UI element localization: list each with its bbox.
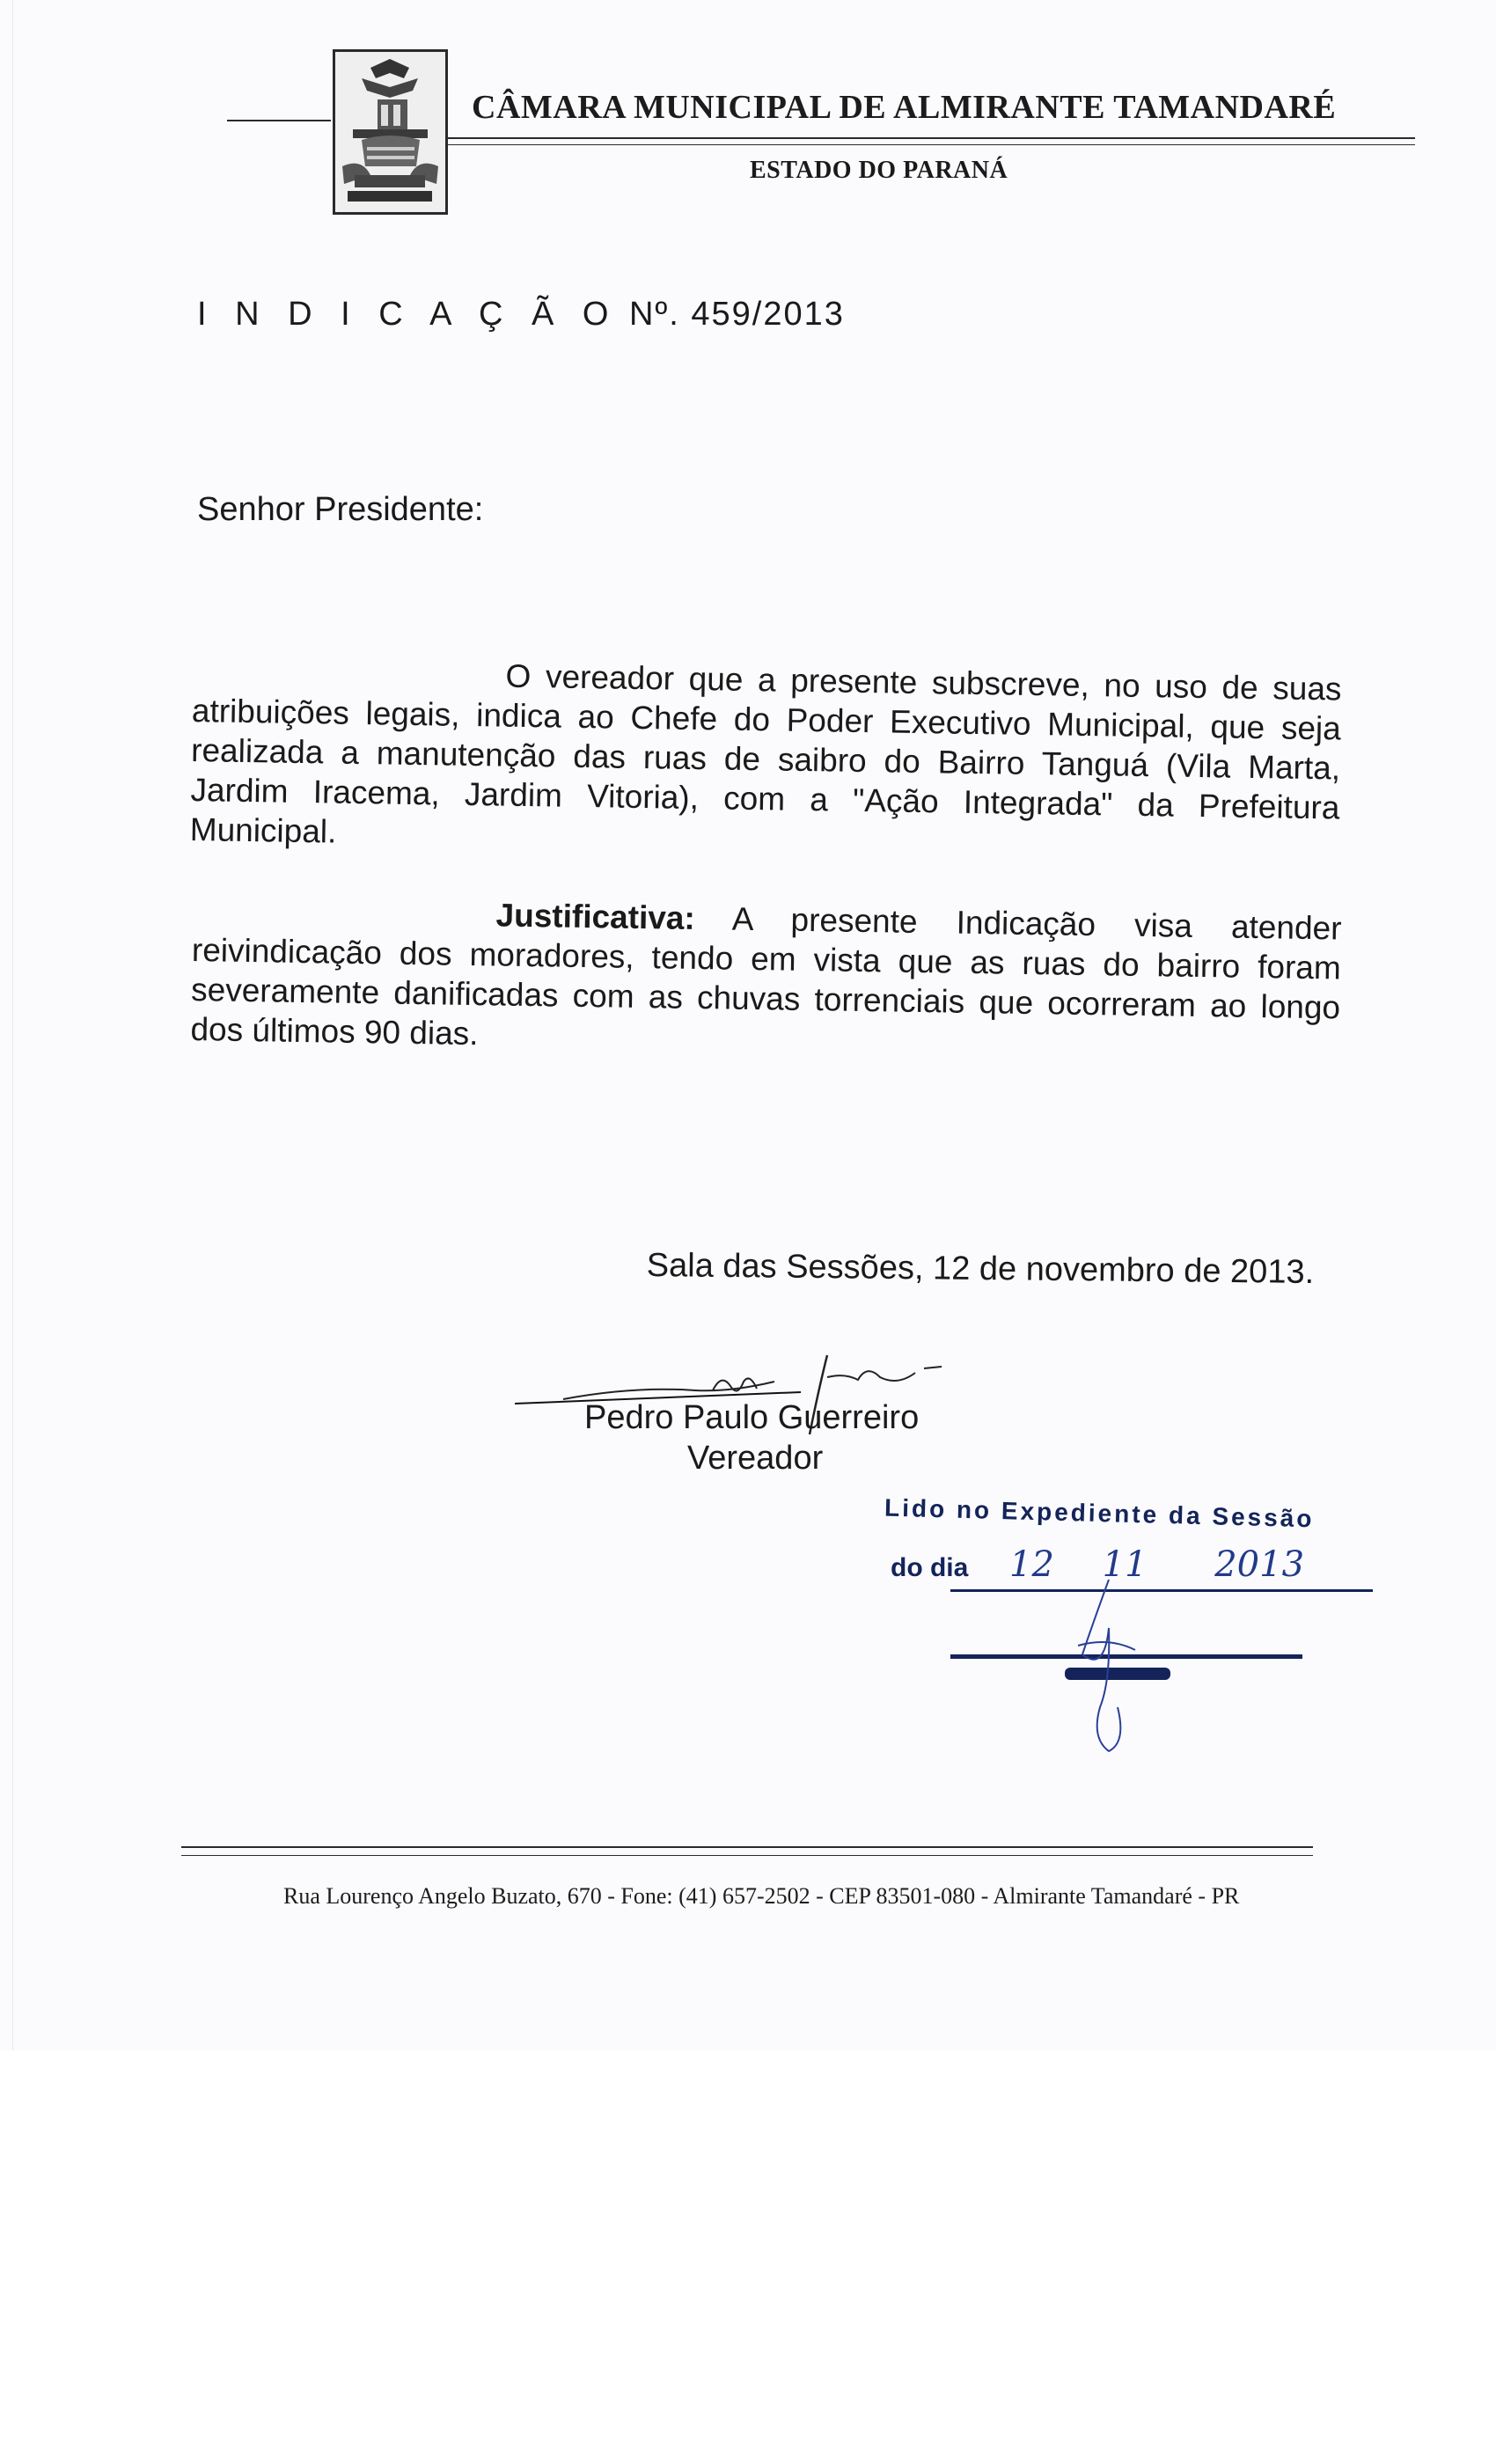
stamp-year: 2013 (1214, 1544, 1305, 1585)
page-edge (12, 0, 13, 2050)
stamp-month: 11 (1102, 1544, 1148, 1585)
municipal-coat-of-arms-icon (335, 52, 445, 212)
header-rule-left (227, 120, 331, 121)
justification-text: A presente Indicação visa atender reivindicação dos moradores, tendo em vista que as ruas do bairro foram severamente danificadas com as chuvas torrenciais que ocorreram ao longo dos últimos 90 dias. (190, 900, 1342, 1052)
justification-paragraph (190, 891, 1342, 1067)
footer-rule-top (181, 1846, 1313, 1848)
indication-text: O vereador que a presente subscreve, no uso de suas atribuições legais, indica ao Chefe do Poder Executivo Municipal, que seja realizada a manutenção das ruas de saibro do Bairro Tanguá (Vila Marta, Jardim Iracema, Jardim Vitoria), com a "Ação Integrada" da Prefeitura Municipal. (189, 657, 1342, 850)
header-rule-bottom (445, 144, 1415, 145)
document-number (197, 296, 845, 334)
signer-name: Pedro Paulo Guerreiro (584, 1399, 920, 1436)
blank-margin (0, 2050, 1496, 2464)
stamp-day-label: do dia (891, 1553, 969, 1582)
signer-role: Vereador (687, 1440, 824, 1477)
stamp-day: 12 (1009, 1544, 1054, 1585)
footer-rule-bottom (181, 1855, 1313, 1856)
justification-label: Justificativa: (495, 897, 696, 936)
session-stamp-heading: Lido no Expediente da Sessão (884, 1493, 1315, 1533)
chamber-name: CÂMARA MUNICIPAL DE ALMIRANTE TAMANDARÉ (472, 89, 1337, 126)
coat-of-arms-logo (333, 49, 448, 215)
state-name: ESTADO DO PARANÁ (750, 157, 1008, 184)
footer-address: Rua Lourenço Angelo Buzato, 670 - Fone: (41) 657-2502 - CEP 83501-080 - Almirante Tamandaré - PR (283, 1883, 1240, 1909)
stamp-date-underline (950, 1589, 1373, 1592)
header-rule-top (445, 137, 1415, 139)
salutation: Senhor Presidente: (197, 491, 484, 528)
session-date: Sala das Sessões, 12 de novembro de 2013. (646, 1247, 1315, 1291)
body-paragraph (189, 651, 1341, 867)
document-number-value: Nº. 459/2013 (628, 296, 845, 333)
stamp-initials-signature (1056, 1575, 1162, 1760)
document-type: I N D I C A Ç Ã O (197, 296, 619, 333)
